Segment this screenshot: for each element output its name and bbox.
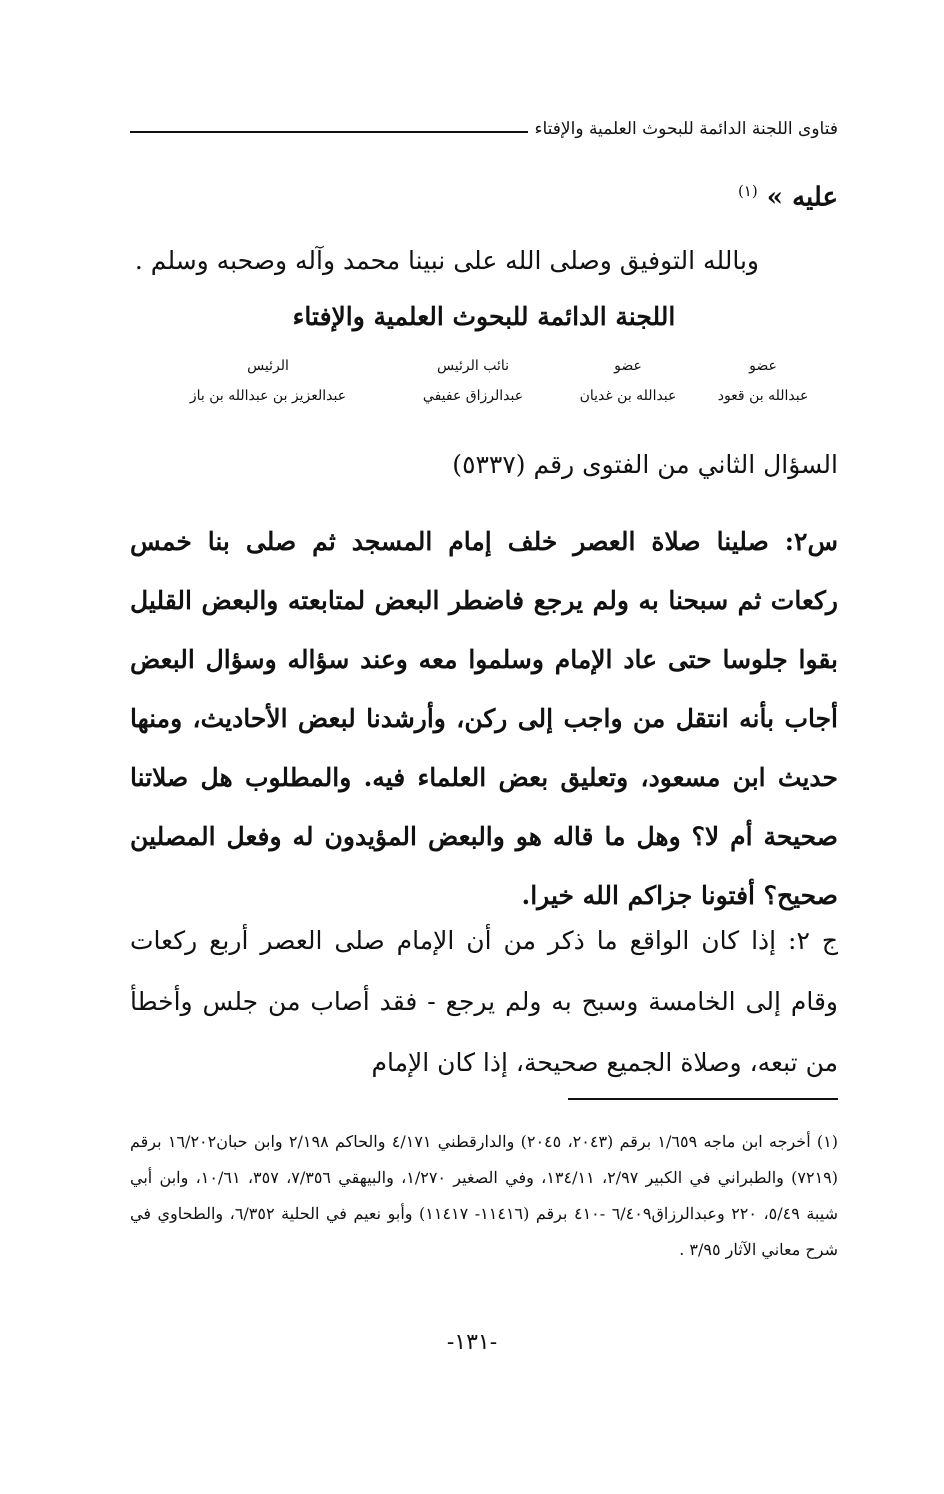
page-number: -١٣١- (446, 1330, 498, 1355)
header-rule (130, 131, 528, 133)
continuation-line (130, 182, 838, 213)
signature-role: عضو (614, 358, 642, 374)
closing-prayer: وبالله التوفيق وصلى الله على نبينا محمد وآله وصحبه وسلم . (134, 246, 759, 275)
fatwa-subtitle: السؤال الثاني من الفتوى رقم (٥٣٣٧) (452, 450, 838, 479)
signature-name: عبدالله بن قعود (717, 388, 809, 404)
footnote-reference: (١) (737, 182, 758, 200)
signature-name: عبدالرزاق عفيفي (422, 388, 524, 404)
continuation-text: عليه » (766, 182, 838, 213)
committee-title: اللجنة الدائمة للبحوث العلمية والإفتاء (292, 302, 676, 331)
answer-paragraph: ج ٢: إذا كان الواقع ما ذكر من أن الإمام صلى العصر أربع ركعات وقام إلى الخامسة وسبح به ولم يرجع - فقد أصاب من جلس وأخطأ من تبعه، وصلاة الجميع صحيحة، إذا كان الإمام (130, 926, 839, 1077)
signature-member-1 (688, 358, 838, 404)
signature-role: الرئيس (247, 358, 289, 374)
running-title: فتاوى اللجنة الدائمة للبحوث العلمية والإفتاء (534, 119, 838, 139)
footnote-rule (568, 1098, 838, 1100)
signature-president (168, 358, 368, 404)
signature-member-2 (568, 358, 688, 404)
running-header (130, 112, 838, 146)
signature-name: عبدالعزيز بن عبدالله بن باز (189, 388, 347, 404)
question-paragraph: س٢: صلينا صلاة العصر خلف إمام المسجد ثم صلى بنا خمس ركعات ثم سبحنا به ولم يرجع فاضطر البعض لمتابعته والبعض القليل بقوا جلوسا حتى عاد الإمام وسلموا معه وعند سؤاله وسؤال البعض أجاب بأنه انتقل من واجب إلى ركن، وأرشدنا لبعض الأحاديث، ومنها حديث ابن مسعود، وتعليق بعض العلماء فيه. والمطلوب هل صلاتنا صحيحة أم لا؟ وهل ما قاله هو والبعض المؤيدون له وفعل المصلين صحيح؟ أفتونا جزاكم الله خيرا. (130, 527, 838, 910)
signature-role: عضو (749, 358, 777, 374)
footnote: (١) أخرجه ابن ماجه ١/٦٥٩ برقم (٢٠٤٣، ٢٠٤٥) والدارقطني ٤/١٧١ والحاكم ٢/١٩٨ وابن حبان١٦/٢٠٢ برقم (٧٢١٩) والطبراني في الكبير ٢/٩٧، ١٣٤/١١، وفي الصغير ١/٢٧٠، والبيهقي ٧/٣٥٦، ٣٥٧، ١٠/٦١، وابن أبي شيبة ٥/٤٩، ٢٢٠ وعبدالرزاق٦/٤٠٩ -٤١٠ برقم (١١٤١٦- ١١٤١٧) وأبو نعيم في الحلية ٦/٣٥٢، والطحاوي في شرح معاني الآثار ٣/٩٥ . (130, 1132, 839, 1259)
signature-vice-president (393, 358, 553, 404)
signature-role: نائب الرئيس (436, 358, 510, 374)
signatures-block (130, 358, 838, 428)
signature-name: عبدالله بن غديان (579, 388, 677, 404)
